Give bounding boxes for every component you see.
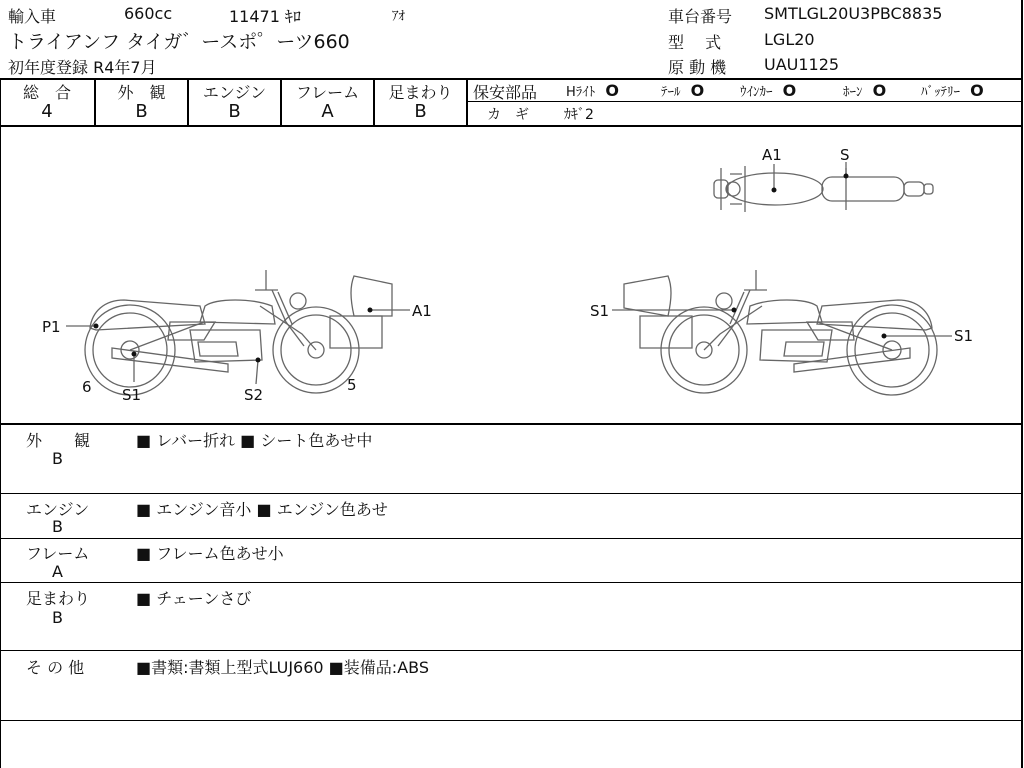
grade-exterior-label: 外 観 bbox=[117, 83, 166, 102]
mark-label: A1 bbox=[762, 146, 782, 164]
safety-item-tail bbox=[661, 81, 704, 100]
mark-label: S1 bbox=[122, 386, 142, 404]
grade-engine-label: エンジン bbox=[202, 83, 267, 102]
remark-exterior-label: 外 観 bbox=[26, 431, 91, 450]
safety-item-label: ｳｲﾝｶｰ bbox=[740, 85, 773, 100]
displacement: 660cc bbox=[124, 4, 173, 23]
remark-suspension-label: 足まわり bbox=[26, 589, 91, 608]
grade-suspension-value: B bbox=[414, 101, 427, 122]
mark-label: 5 bbox=[347, 376, 357, 394]
remark-engine-label: エンジン bbox=[26, 500, 90, 519]
damage-diagram bbox=[0, 126, 1021, 423]
first-registration: 初年度登録 R4年7月 bbox=[8, 58, 157, 77]
safety-item-label: ﾊﾞｯﾃﾘｰ bbox=[921, 85, 960, 100]
motorcycle-right-view bbox=[624, 270, 937, 395]
divider-remark-5 bbox=[0, 720, 1022, 721]
check-mark-icon: O bbox=[872, 81, 887, 100]
grade-exterior-value: B bbox=[135, 101, 148, 122]
remark-frame-text: ■ フレーム色あせ小 bbox=[136, 544, 284, 563]
grade-overall-label: 総 合 bbox=[22, 83, 71, 102]
grade-engine-value: B bbox=[228, 101, 241, 122]
safety-item-label: ﾎｰﾝ bbox=[843, 85, 863, 100]
divider-remark-2 bbox=[0, 538, 1022, 539]
safety-item-label: ﾃｰﾙ bbox=[661, 85, 681, 100]
mark-label: P1 bbox=[42, 318, 61, 336]
safety-item-headlight bbox=[566, 81, 619, 100]
safety-parts-title: 保安部品 bbox=[473, 83, 538, 102]
remark-frame-label: フレーム bbox=[26, 544, 90, 563]
check-mark-icon: O bbox=[782, 81, 797, 100]
check-mark-icon: O bbox=[970, 81, 984, 100]
divider-remark-3 bbox=[0, 582, 1022, 583]
remark-engine-text: ■ エンジン音小 ■ エンジン色あせ bbox=[136, 500, 388, 519]
divider-grades bbox=[467, 101, 1022, 102]
remark-frame-grade: A bbox=[52, 562, 63, 581]
mark-label: S1 bbox=[590, 302, 610, 320]
mark-label: S2 bbox=[244, 386, 264, 404]
remark-exterior-grade: B bbox=[52, 449, 63, 468]
remark-engine-grade: B bbox=[52, 517, 63, 536]
remark-other-label: そ の 他 bbox=[26, 658, 85, 677]
safety-item-winker bbox=[740, 81, 796, 100]
check-mark-icon: O bbox=[605, 81, 620, 100]
remark-other-text: ■書類:書類上型式LUJ660 ■装備品:ABS bbox=[136, 658, 429, 677]
safety-item-label: Hﾗｲﾄ bbox=[566, 85, 596, 100]
divider-diagram-bottom bbox=[0, 423, 1022, 425]
model-code: LGL20 bbox=[764, 30, 815, 49]
mark-label: A1 bbox=[412, 302, 432, 320]
motorcycle-left-view bbox=[85, 270, 392, 395]
mileage: 11471 ｷﾛ bbox=[229, 7, 301, 26]
engine-code: UAU1125 bbox=[764, 55, 840, 74]
mark-label: S1 bbox=[954, 327, 974, 345]
remark-exterior-text: ■ レバー折れ ■ シート色あせ中 bbox=[136, 431, 373, 450]
frame-no: SMTLGL20U3PBC8835 bbox=[764, 4, 943, 23]
color: ｱｵ bbox=[392, 9, 405, 24]
safety-item-horn bbox=[843, 81, 886, 100]
key-label: カ ギ bbox=[487, 107, 529, 123]
divider-remark-4 bbox=[0, 650, 1022, 651]
check-mark-icon: O bbox=[690, 81, 705, 100]
divider-remark-1 bbox=[0, 493, 1022, 494]
engine-code-label: 原 動 機 bbox=[668, 58, 727, 77]
mark-label: 6 bbox=[82, 378, 92, 396]
grade-suspension-label: 足まわり bbox=[388, 83, 453, 102]
grade-frame-value: A bbox=[321, 101, 334, 122]
remark-suspension-grade: B bbox=[52, 608, 63, 627]
model-name: トライアンフ タイガ゛ースポ゜ーツ660 bbox=[8, 31, 350, 53]
grade-overall-value: 4 bbox=[41, 101, 53, 122]
motorcycle-top-view bbox=[714, 166, 933, 212]
frame-no-label: 車台番号 bbox=[668, 7, 733, 26]
grade-frame-label: フレーム bbox=[295, 83, 360, 102]
key-value: ｶｷﾞ2 bbox=[564, 107, 594, 123]
import-label: 輸入車 bbox=[8, 7, 57, 26]
model-code-label: 型 式 bbox=[668, 33, 722, 52]
safety-item-battery bbox=[921, 81, 984, 100]
frame-right-border bbox=[1021, 0, 1023, 768]
remark-suspension-text: ■ チェーンさび bbox=[136, 589, 252, 608]
mark-label: S bbox=[840, 146, 850, 164]
